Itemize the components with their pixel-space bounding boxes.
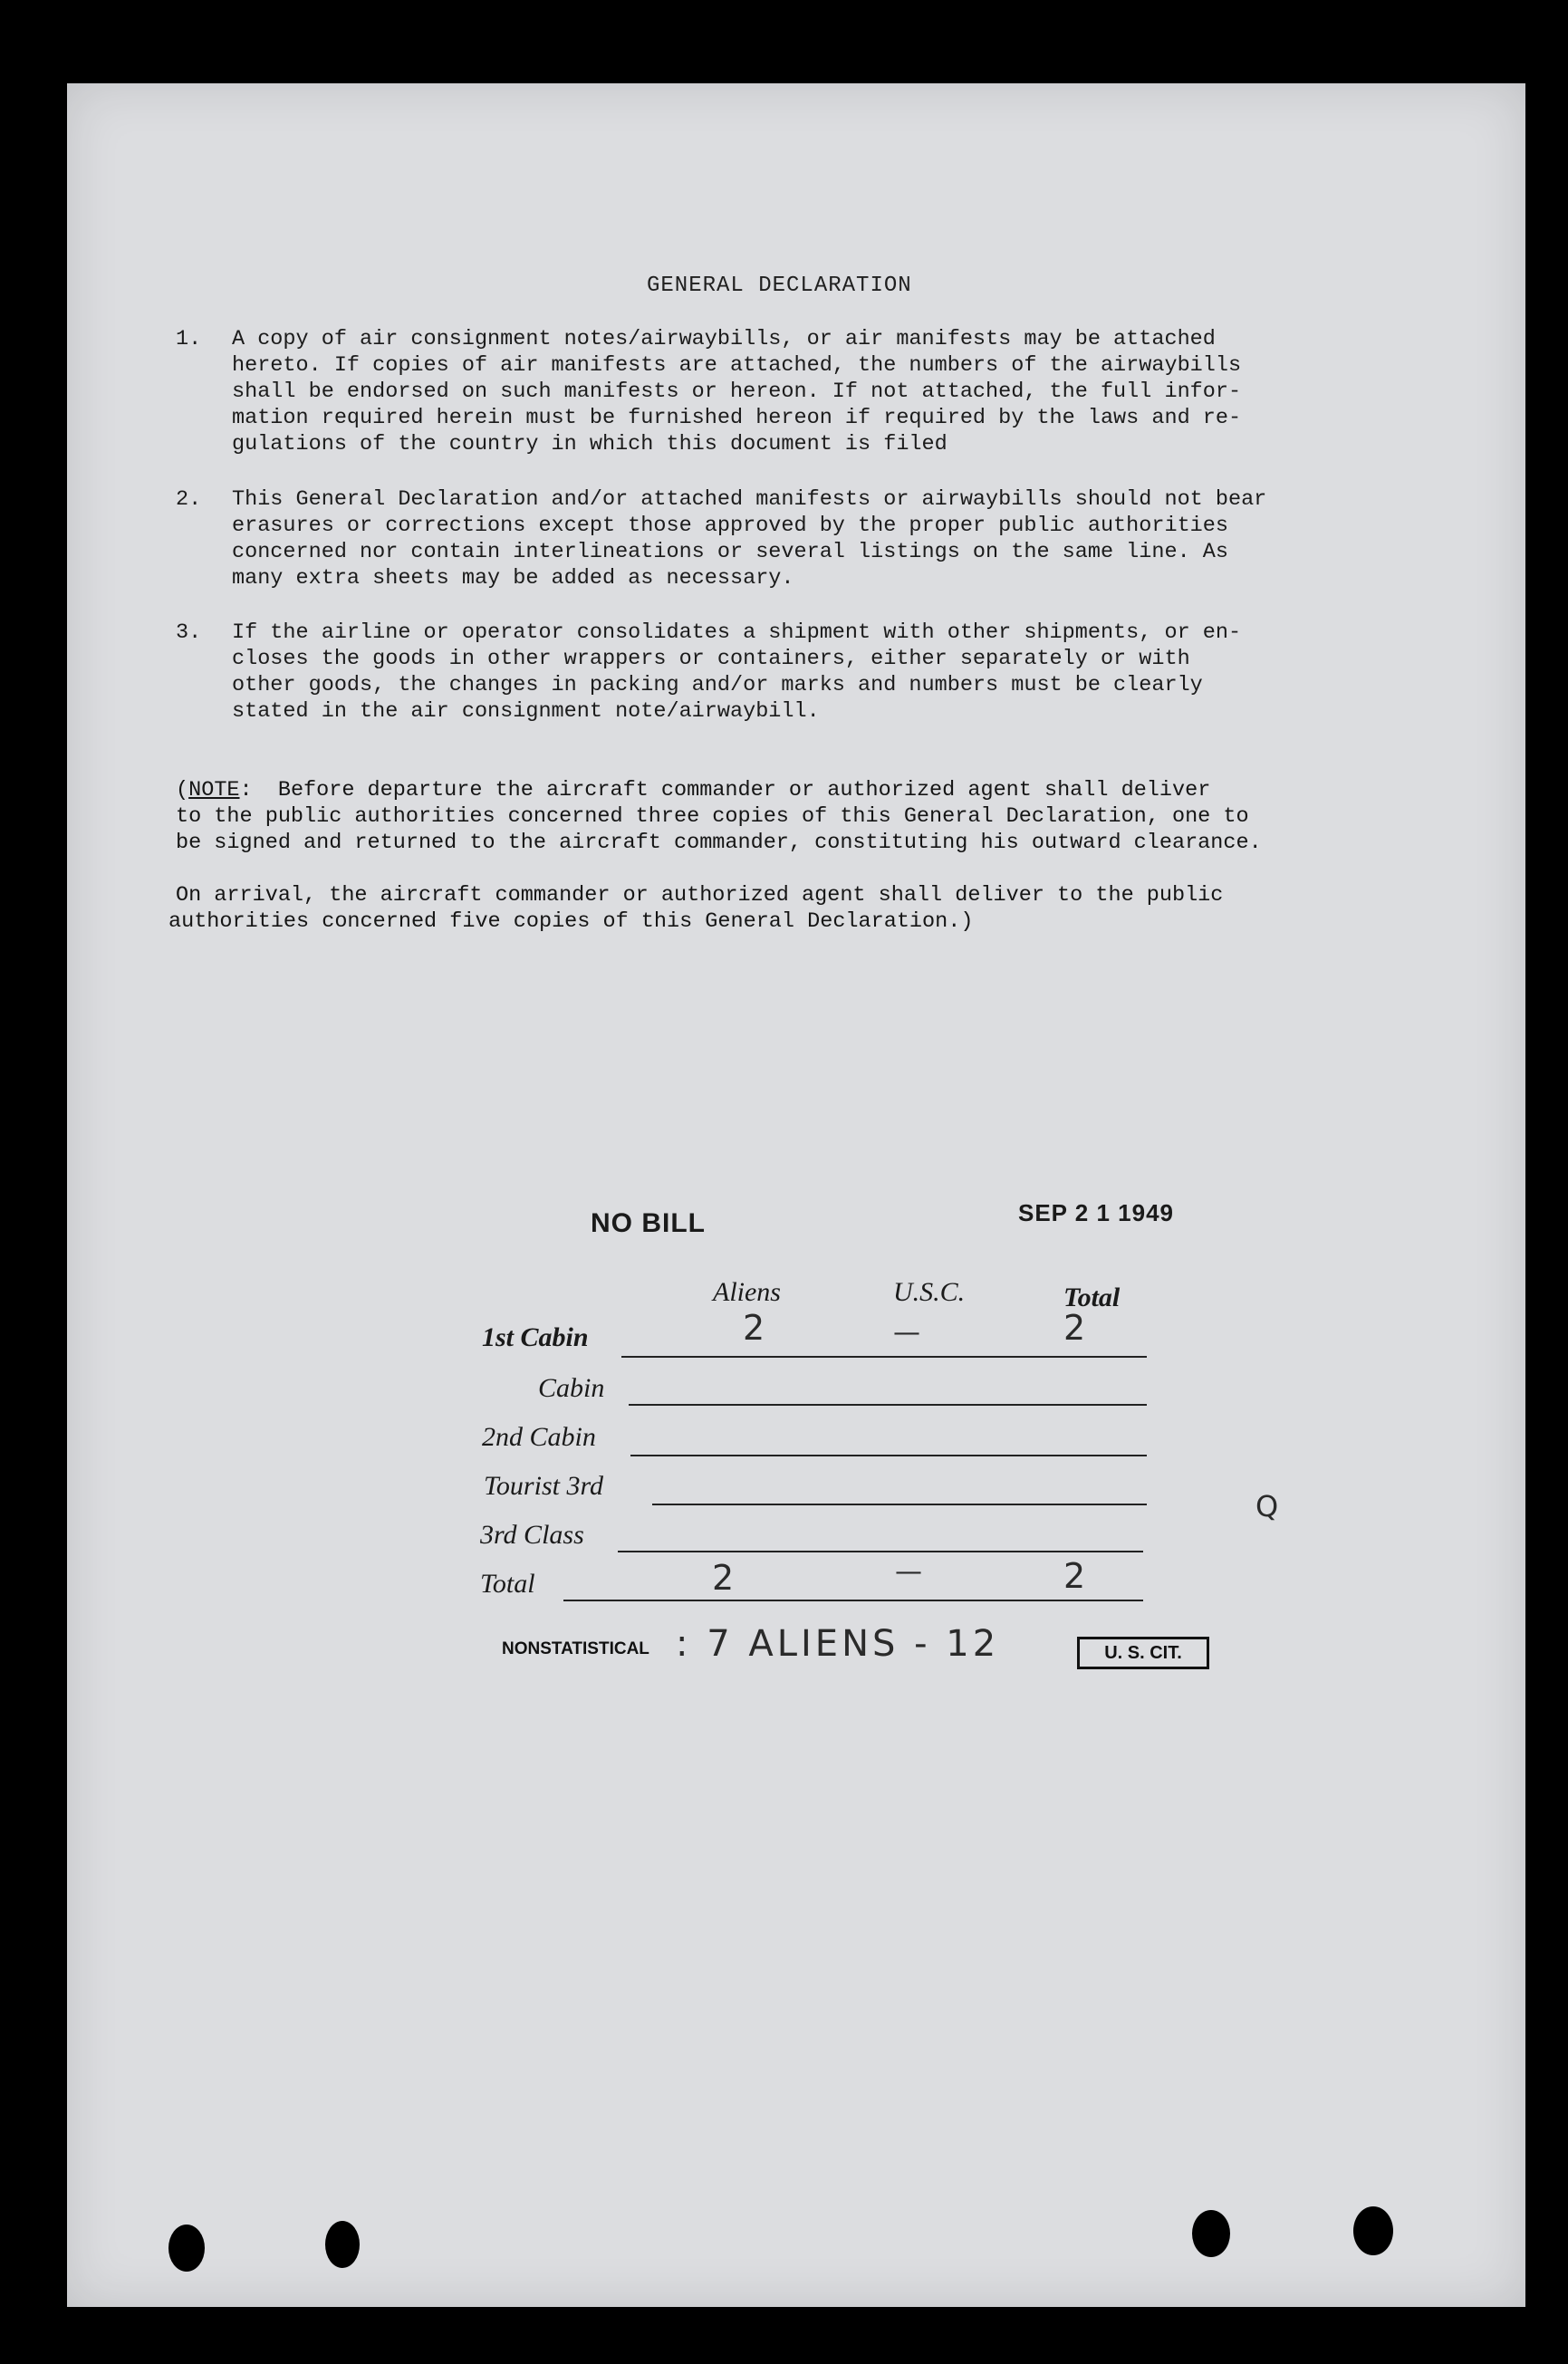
handwritten-alien-count: : 7 ALIENS - 12 xyxy=(676,1623,1000,1665)
declaration-item-1 xyxy=(176,326,1444,457)
note-line: to the public authorities concerned three copies of this General Declaration, one to xyxy=(176,804,1249,829)
item-number: 3. xyxy=(176,620,202,645)
header-aliens: Aliens xyxy=(713,1277,781,1307)
margin-mark: Q xyxy=(1255,1489,1279,1523)
item-line: shall be endorsed on such manifests or hereon. If not attached, the full infor- xyxy=(232,380,1242,404)
row-rule xyxy=(629,1404,1147,1406)
item-line: many extra sheets may be added as necessary. xyxy=(232,566,794,591)
row-aliens-value: 2 xyxy=(743,1308,765,1348)
declaration-item-2 xyxy=(176,486,1444,591)
row-label-tourist-3rd: Tourist 3rd xyxy=(484,1471,604,1501)
arrival-line: On arrival, the aircraft commander or authorized agent shall deliver to the public xyxy=(176,883,1224,908)
declaration-item-3 xyxy=(176,620,1444,725)
item-line: erasures or corrections except those approved by the proper public authorities xyxy=(232,514,1228,538)
arrival-block xyxy=(168,882,1453,935)
item-line: mation required herein must be furnished hereon if required by the laws and re- xyxy=(232,406,1242,430)
no-bill-stamp: NO BILL xyxy=(591,1208,706,1238)
punch-hole-icon xyxy=(1192,2210,1230,2257)
row-label-total: Total xyxy=(480,1569,535,1599)
punch-hole-icon xyxy=(168,2225,205,2272)
row-rule xyxy=(618,1551,1143,1552)
punch-hole-icon xyxy=(325,2221,360,2268)
us-cit-stamp: U. S. CIT. xyxy=(1077,1637,1209,1669)
note-block: (NOTE: Before departure the aircraft commander or authorized agent shall deliver to the public authorities concerned three copies of this General Declaration, one to be signed and returned to the aircraft commander, constituting his outward clearance. xyxy=(176,777,1453,856)
row-label-2nd-cabin: 2nd Cabin xyxy=(482,1422,596,1452)
item-line: If the airline or operator consolidates a shipment with other shipments, or en- xyxy=(232,620,1242,645)
item-line: other goods, the changes in packing and/or marks and numbers must be clearly xyxy=(232,673,1203,697)
total-usc-value: — xyxy=(895,1556,922,1588)
arrival-line: authorities concerned five copies of this General Declaration.) xyxy=(168,909,974,934)
header-usc: U.S.C. xyxy=(893,1277,966,1307)
row-rule xyxy=(652,1504,1147,1505)
row-rule xyxy=(621,1356,1147,1358)
item-line: This General Declaration and/or attached manifests or airwaybills should not bear xyxy=(232,487,1267,512)
item-number: 2. xyxy=(176,487,202,512)
item-line: gulations of the country in which this document is filed xyxy=(232,432,948,456)
row-label-1st-cabin: 1st Cabin xyxy=(482,1322,589,1352)
total-aliens-value: 2 xyxy=(712,1558,735,1598)
header-total: Total xyxy=(1063,1283,1121,1312)
total-total-value: 2 xyxy=(1063,1556,1086,1596)
row-rule xyxy=(630,1455,1147,1456)
row-label-3rd-class: 3rd Class xyxy=(480,1520,584,1550)
document-title: GENERAL DECLARATION xyxy=(647,274,912,298)
row-rule xyxy=(563,1600,1143,1601)
item-line: hereto. If copies of air manifests are attached, the numbers of the airwaybills xyxy=(232,353,1242,378)
item-line: stated in the air consignment note/airwaybill. xyxy=(232,699,820,724)
item-line: concerned nor contain interlineations or several listings on the same line. As xyxy=(232,540,1228,564)
punch-hole-icon xyxy=(1353,2206,1393,2255)
item-number: 1. xyxy=(176,327,202,351)
document-page xyxy=(67,83,1525,2307)
nonstatistical-stamp: NONSTATISTICAL xyxy=(502,1639,649,1658)
item-line: closes the goods in other wrappers or containers, either separately or with xyxy=(232,647,1190,671)
row-total-value: 2 xyxy=(1063,1308,1086,1348)
date-stamp: SEP 2 1 1949 xyxy=(1018,1199,1174,1226)
note-line: be signed and returned to the aircraft commander, constituting his outward clearance. xyxy=(176,831,1262,855)
row-usc-value: — xyxy=(893,1317,920,1349)
note-label: NOTE xyxy=(188,778,240,802)
row-label-cabin: Cabin xyxy=(538,1373,605,1403)
note-line: Before departure the aircraft commander or authorized agent shall deliver xyxy=(277,778,1211,802)
item-line: A copy of air consignment notes/airwaybills, or air manifests may be attached xyxy=(232,327,1216,351)
